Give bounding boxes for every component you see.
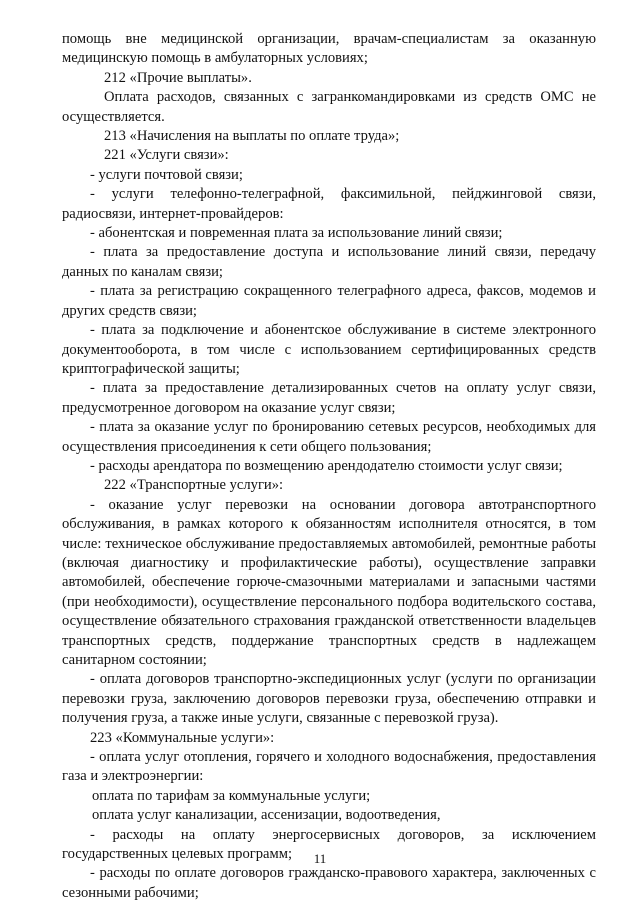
paragraph: Оплата расходов, связанных с загранкомандировками из средств ОМС не осуществляется. <box>62 89 596 125</box>
paragraph: - расходы на оплату энергосервисных договоров, за исключением государственных целевых программ; <box>62 826 596 863</box>
paragraph: - плата за регистрацию сокращенного телеграфного адреса, факсов, модемов и других средств связи; <box>62 283 596 319</box>
paragraph: - плата за предоставление доступа и использование линий связи, передачу данных по каналам связи; <box>62 244 596 280</box>
document-body <box>62 30 596 903</box>
paragraph: 223 «Коммунальные услуги»: <box>90 729 275 746</box>
paragraph: - расходы по оплате договоров гражданско-правового характера, заключенных с сезонными рабочими; <box>62 865 596 901</box>
paragraph: - плата за подключение и абонентское обслуживание в системе электронного документооборота, в том числе с использованием сертифицированных средств криптографической защиты; <box>62 322 596 377</box>
paragraph: - оплата услуг отопления, горячего и холодного водоснабжения, предоставления газа и электроэнергии: <box>62 749 596 785</box>
paragraph: - абонентская и повременная плата за использование линий связи; <box>90 225 503 242</box>
paragraph: - услуги телефонно-телеграфной, факсимильной, пейджинговой связи, радиосвязи, интернет-провайдеров: <box>62 186 596 222</box>
paragraph: - плата за предоставление детализированных счетов на оплату услуг связи, предусмотренное договором на оказание услуг связи; <box>62 380 596 416</box>
paragraph: 213 «Начисления на выплаты по оплате труда»; <box>104 128 400 145</box>
paragraph: 212 «Прочие выплаты». <box>104 69 252 86</box>
paragraph: оплата по тарифам за коммунальные услуги; <box>92 787 371 804</box>
paragraph: - услуги почтовой связи; <box>90 166 243 183</box>
paragraph: оплата услуг канализации, ассенизации, водоотведения, <box>92 807 441 824</box>
paragraph: 221 «Услуги связи»: <box>104 147 229 164</box>
paragraph: - оплата договоров транспортно-экспедиционных услуг (услуги по организации перевозки груза, заключению договоров перевозки груза, обеспечению отправки и получения груза, а также иные услуги, связанные с перевозкой груза). <box>62 671 596 727</box>
paragraph: - оказание услуг перевозки на основании договора автотранспортного обслуживания, в рамках которого к обязанностям исполнителя относятся, в том числе: техническое обслуживание предоставляемых автомобилей, ремонтные работы (включая диагностику и профилактические работы), осуществление заправки автомобилей, обеспечение горюче-смазочными материалами и запасными частями (при необходимости), осуществление персонального подбора водительского состава, осуществление обязательного страхования гражданской ответственности владельцев транспортных средств, поддержание транспортных средств в надлежащем санитарном состоянии; <box>62 496 596 668</box>
paragraph: 222 «Транспортные услуги»: <box>104 477 284 494</box>
paragraph: - плата за оказание услуг по бронированию сетевых ресурсов, необходимых для осуществления присоединения к сети общего пользования; <box>62 419 596 455</box>
paragraph: - расходы арендатора по возмещению арендодателю стоимости услуг связи; <box>90 457 563 474</box>
paragraph: помощь вне медицинской организации, врачам-специалистам за оказанную медицинскую помощь в амбулаторных условиях; <box>62 31 596 67</box>
page-number: 11 <box>313 851 327 866</box>
